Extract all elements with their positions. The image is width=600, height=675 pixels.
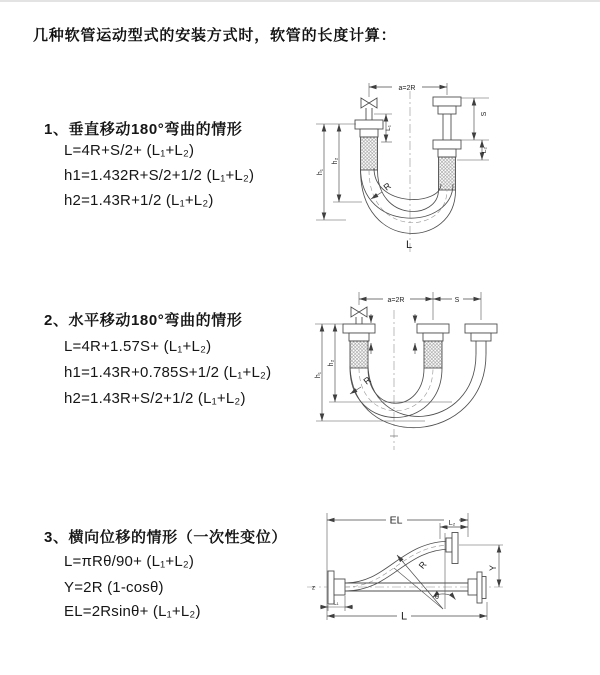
dim-label-y: Y bbox=[488, 564, 498, 572]
section-3-heading: 3、横向位移的情形（一次性变位） bbox=[44, 529, 287, 546]
dim-label-l1: L₁ bbox=[385, 125, 392, 131]
dim-label-h1: h₁ bbox=[315, 371, 322, 379]
dim-label-l2: L₂ bbox=[448, 520, 456, 527]
radius-label: R bbox=[381, 180, 393, 193]
dim-label-l1: L₁ bbox=[333, 600, 339, 607]
dim-label-h1: h₁ bbox=[317, 168, 324, 176]
dim-label-a2r: a=2R bbox=[387, 296, 405, 304]
diagram1-linework bbox=[316, 83, 489, 254]
radius-label: R bbox=[416, 559, 429, 571]
valve-icon bbox=[361, 98, 377, 108]
dim-label-s: S bbox=[481, 111, 488, 117]
diagram-vertical-180-bend bbox=[300, 72, 560, 264]
diagram-lateral-displacement bbox=[300, 505, 585, 632]
dim-label-h2: h₂ bbox=[332, 157, 339, 165]
axis-break-mark: z bbox=[311, 584, 316, 592]
diagram-horizontal-180-bend bbox=[300, 284, 570, 470]
valve-icon bbox=[351, 307, 367, 317]
radius-label: R bbox=[361, 374, 373, 387]
dim-label-s: S bbox=[454, 296, 460, 304]
dim-label-el: EL bbox=[389, 514, 403, 527]
formula-line: h2=1.43R+S/2+1/2 (L₁+L₂) bbox=[64, 390, 246, 407]
dim-label-h2: h₂ bbox=[328, 359, 335, 367]
formula-line: L=πRθ/90+ (L₁+L₂) bbox=[64, 553, 195, 570]
formula-line: h1=1.432R+S/2+1/2 (L₁+L₂) bbox=[64, 167, 255, 184]
formula-line: h2=1.43R+1/2 (L₁+L₂) bbox=[64, 192, 214, 209]
dim-label-l: L bbox=[400, 610, 408, 623]
section-2-heading: 2、水平移动180°弯曲的情形 bbox=[44, 312, 243, 329]
diagram2-linework bbox=[315, 292, 497, 450]
formula-line: h1=1.43R+0.785S+1/2 (L₁+L₂) bbox=[64, 364, 272, 381]
formula-line: L=4R+1.57S+ (L₁+L₂) bbox=[64, 338, 212, 355]
theta-label: θ bbox=[434, 592, 440, 601]
formula-line: L=4R+S/2+ (L₁+L₂) bbox=[64, 142, 195, 159]
formula-line: Y=2R (1-cosθ) bbox=[64, 579, 164, 596]
dim-label-a2r: a=2R bbox=[398, 85, 416, 92]
length-label: L bbox=[405, 239, 413, 251]
section-1-heading: 1、垂直移动180°弯曲的情形 bbox=[44, 121, 243, 138]
formula-line: EL=2Rsinθ+ (L₁+L₂) bbox=[64, 603, 201, 620]
page-title: 几种软管运动型式的安装方式时，软管的长度计算： bbox=[33, 27, 397, 44]
dim-label-l2: L₂ bbox=[481, 146, 488, 154]
